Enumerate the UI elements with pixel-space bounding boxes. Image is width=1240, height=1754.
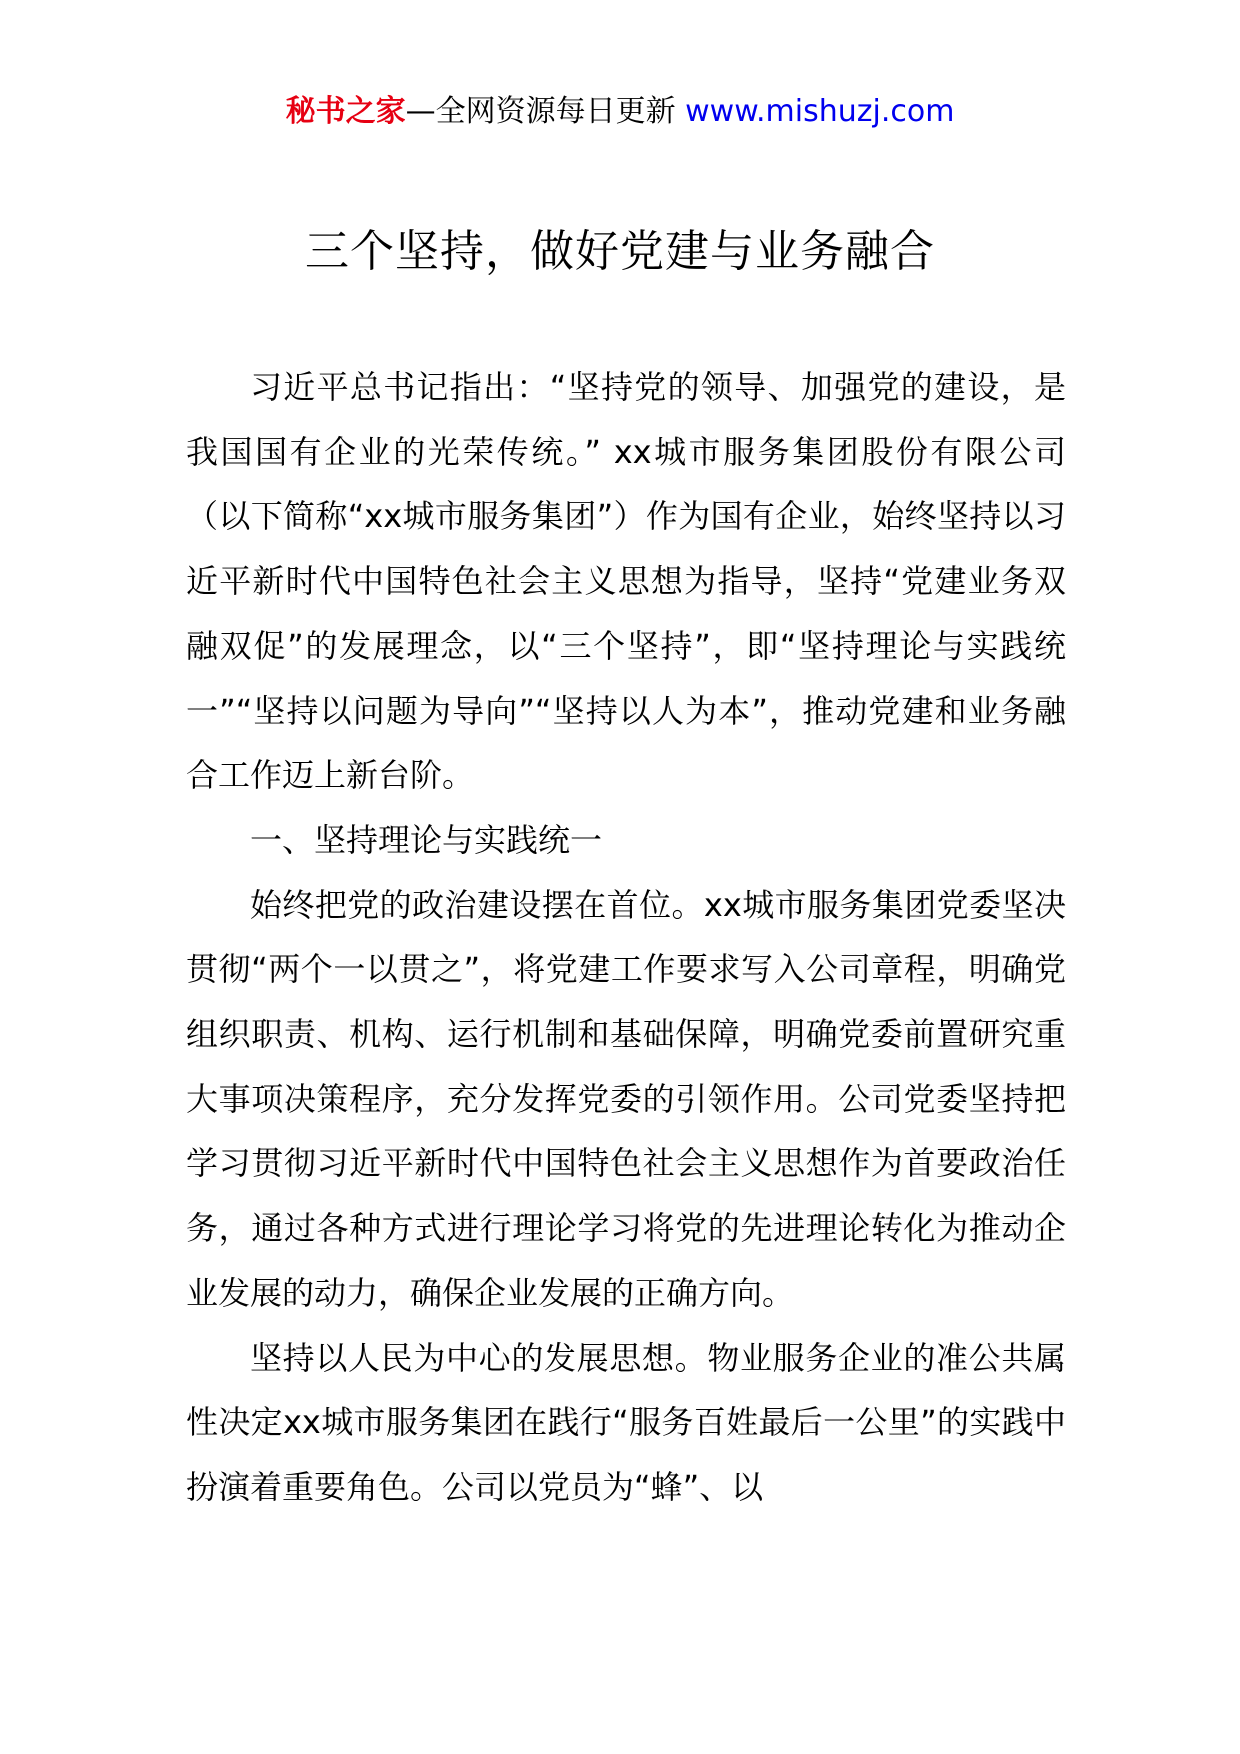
site-brand: 秘书之家 xyxy=(285,94,406,129)
intro-paragraph: 习近平总书记指出：“坚持党的领导、加强党的建设，是我国国有企业的光荣传统。” xx城市服务集团股份有限公司（以下简称“xx城市服务集团”）作为国有企业，始终坚持以习近平新时代中国特色社会主义思想为指导，坚持“党建业务双融双促”的发展理念，以“三个坚持”，即“坚持理论与实践统一”“坚持以问题为导向”“坚持以人为本”，推动党建和业务融合工作迈上新台阶。 xyxy=(186,368,1066,795)
body-paragraph: 坚持以人民为中心的发展思想。物业服务企业的准公共属性决定xx城市服务集团在践行“服务百姓最后一公里”的实践中扮演着重要角色。公司以党员为“蜂”、以 xyxy=(186,1338,1066,1506)
body-paragraph: 始终把党的政治建设摆在首位。xx城市服务集团党委坚决贯彻“两个一以贯之”，将党建工作要求写入公司章程，明确党组织职责、机构、运行机制和基础保障，明确党委前置研究重大事项决策程序，充分发挥党委的引领作用。公司党委坚持把学习贯彻习近平新时代中国特色社会主义思想作为首要政治任务，通过各种方式进行理论学习将党的先进理论转化为推动企业发展的动力，确保企业发展的正确方向。 xyxy=(186,885,1066,1312)
document-title: 三个坚持，做好党建与业务融合 xyxy=(305,226,935,277)
document-body xyxy=(186,355,1066,1520)
site-url-link[interactable]: www.mishuzj.com xyxy=(685,94,955,129)
section-heading: 一、坚持理论与实践统一 xyxy=(250,820,603,859)
site-tagline: —全网资源每日更新 xyxy=(405,94,686,129)
site-header xyxy=(0,90,1240,134)
